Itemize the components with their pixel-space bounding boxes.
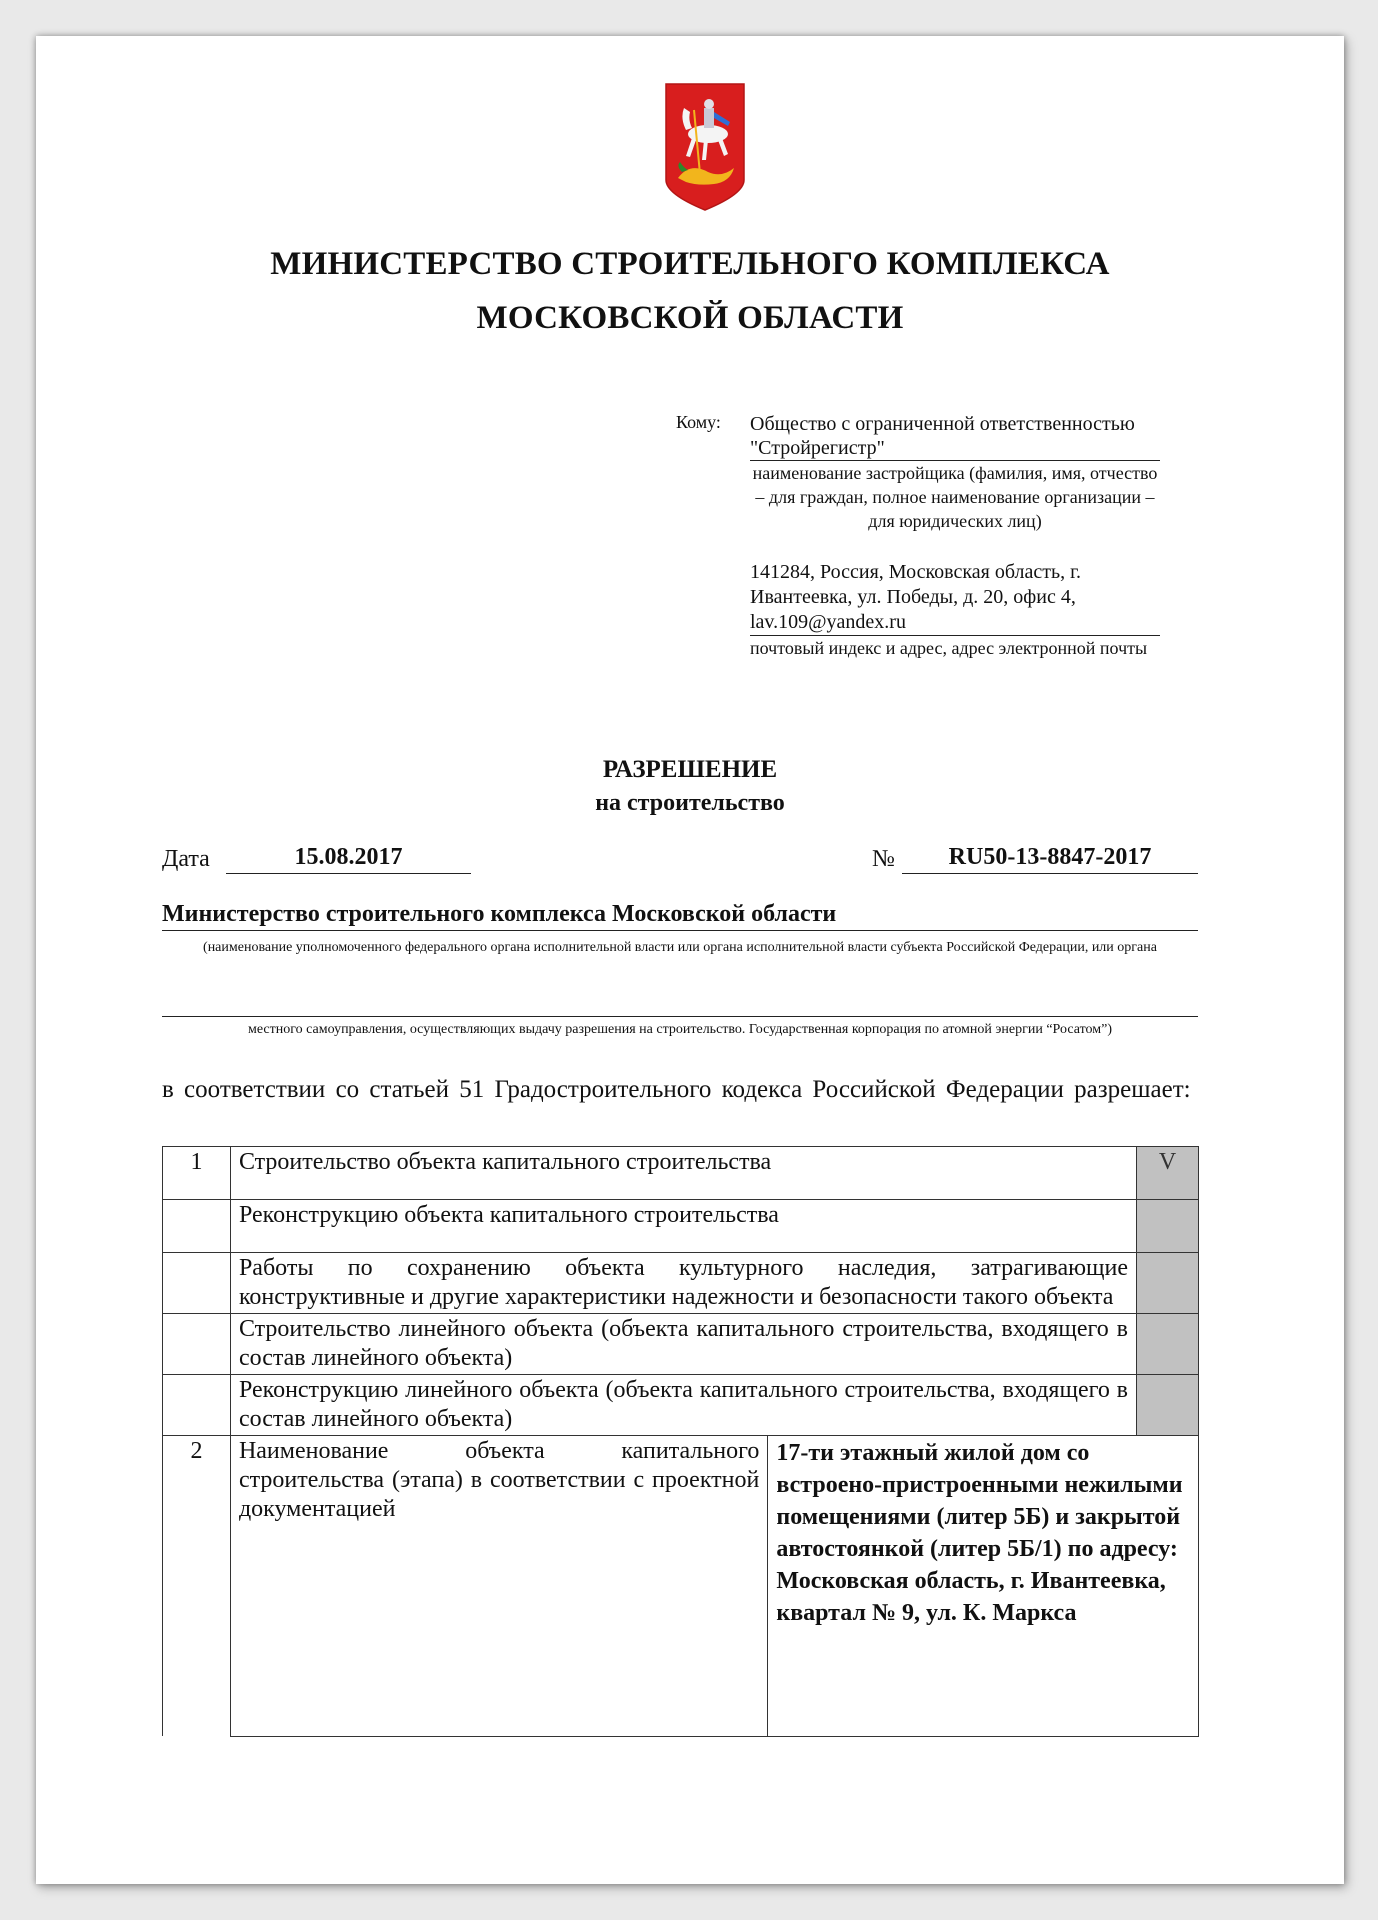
permit-table xyxy=(162,1146,1199,1737)
row-number: 1 xyxy=(163,1147,231,1200)
document-page xyxy=(36,36,1344,1884)
intro-paragraph: в соответствии со статьей 51 Градостроительного кодекса Российской Федерации разрешает: xyxy=(162,1076,1191,1103)
recipient-address-block xyxy=(750,560,1160,660)
permit-number: RU50-13-8847-2017 xyxy=(902,844,1198,874)
recipient-name: Общество с ограниченной ответственностью "Стройрегистр" xyxy=(750,412,1160,461)
issuer-name: Министерство строительного комплекса Московской области xyxy=(162,901,1198,931)
moscow-oblast-coat-of-arms-icon xyxy=(664,82,746,212)
table-row xyxy=(163,1436,1199,1737)
ministry-title-line2: МОСКОВСКОЙ ОБЛАСТИ xyxy=(476,300,904,336)
row-number-empty xyxy=(163,1375,231,1436)
option-check-cell: V xyxy=(1137,1147,1199,1200)
option-text: Реконструкцию линейного объекта (объекта капитального строительства, входящего в состав линейного объекта) xyxy=(230,1375,1136,1436)
issuer-hint-1: (наименование уполномоченного федерального органа исполнительной власти или органа исполнительной власти субъекта Российской Федерации, или органа xyxy=(203,940,1157,955)
option-text: Работы по сохранению объекта культурного наследия, затрагивающие конструктивные и другие характеристики надежности и безопасности такого объекта xyxy=(230,1253,1136,1314)
option-check-cell xyxy=(1137,1253,1199,1314)
row-number: 2 xyxy=(163,1436,231,1737)
issuer-hint-2: местного самоуправления, осуществляющих выдачу разрешения на строительство. Государственная корпорация по атомной энергии “Росатом”) xyxy=(248,1022,1112,1037)
row-number-empty xyxy=(163,1253,231,1314)
option-check-cell xyxy=(1137,1314,1199,1375)
option-text: Реконструкцию объекта капитального строительства xyxy=(230,1200,1136,1253)
date-label: Дата xyxy=(162,846,210,872)
recipient-address-hint: почтовый индекс и адрес, адрес электронной почты xyxy=(750,638,1148,658)
ministry-title-line1: МИНИСТЕРСТВО СТРОИТЕЛЬНОГО КОМПЛЕКСА xyxy=(270,246,1110,282)
row-number-empty xyxy=(163,1200,231,1253)
option-check-cell xyxy=(1137,1200,1199,1253)
recipient-block xyxy=(750,412,1160,533)
recipient-label: Кому: xyxy=(676,412,721,432)
option-text: Строительство линейного объекта (объекта капитального строительства, входящего в состав линейного объекта) xyxy=(230,1314,1136,1375)
permit-subtitle: на строительство xyxy=(595,790,785,816)
table-row xyxy=(163,1375,1199,1436)
object-name-value: 17-ти этажный жилой дом со встроено-пристроенными нежилыми помещениями (литер 5Б) и закрытой автостоянкой (литер 5Б/1) по адресу: Московская область, г. Ивантеевка, квартал № 9, ул. К. Маркса xyxy=(768,1436,1199,1737)
option-text: Строительство объекта капитального строительства xyxy=(230,1147,1136,1200)
recipient-name-hint: наименование застройщика (фамилия, имя, отчество – для граждан, полное наименование организации – для юридических лиц) xyxy=(752,463,1158,531)
issuer-blank-line xyxy=(162,1016,1198,1017)
permit-date: 15.08.2017 xyxy=(226,844,471,874)
table-row xyxy=(163,1253,1199,1314)
object-name-label: Наименование объекта капитального строительства (этапа) в соответствии с проектной документацией xyxy=(230,1436,767,1737)
permit-title: РАЗРЕШЕНИЕ xyxy=(602,756,778,783)
table-row xyxy=(163,1200,1199,1253)
recipient-address: 141284, Россия, Московская область, г. Ивантеевка, ул. Победы, д. 20, офис 4, lav.109@yandex.ru xyxy=(750,560,1160,636)
row-number-empty xyxy=(163,1314,231,1375)
table-row xyxy=(163,1147,1199,1200)
number-label: № xyxy=(872,846,895,872)
table-row xyxy=(163,1314,1199,1375)
option-check-cell xyxy=(1137,1375,1199,1436)
